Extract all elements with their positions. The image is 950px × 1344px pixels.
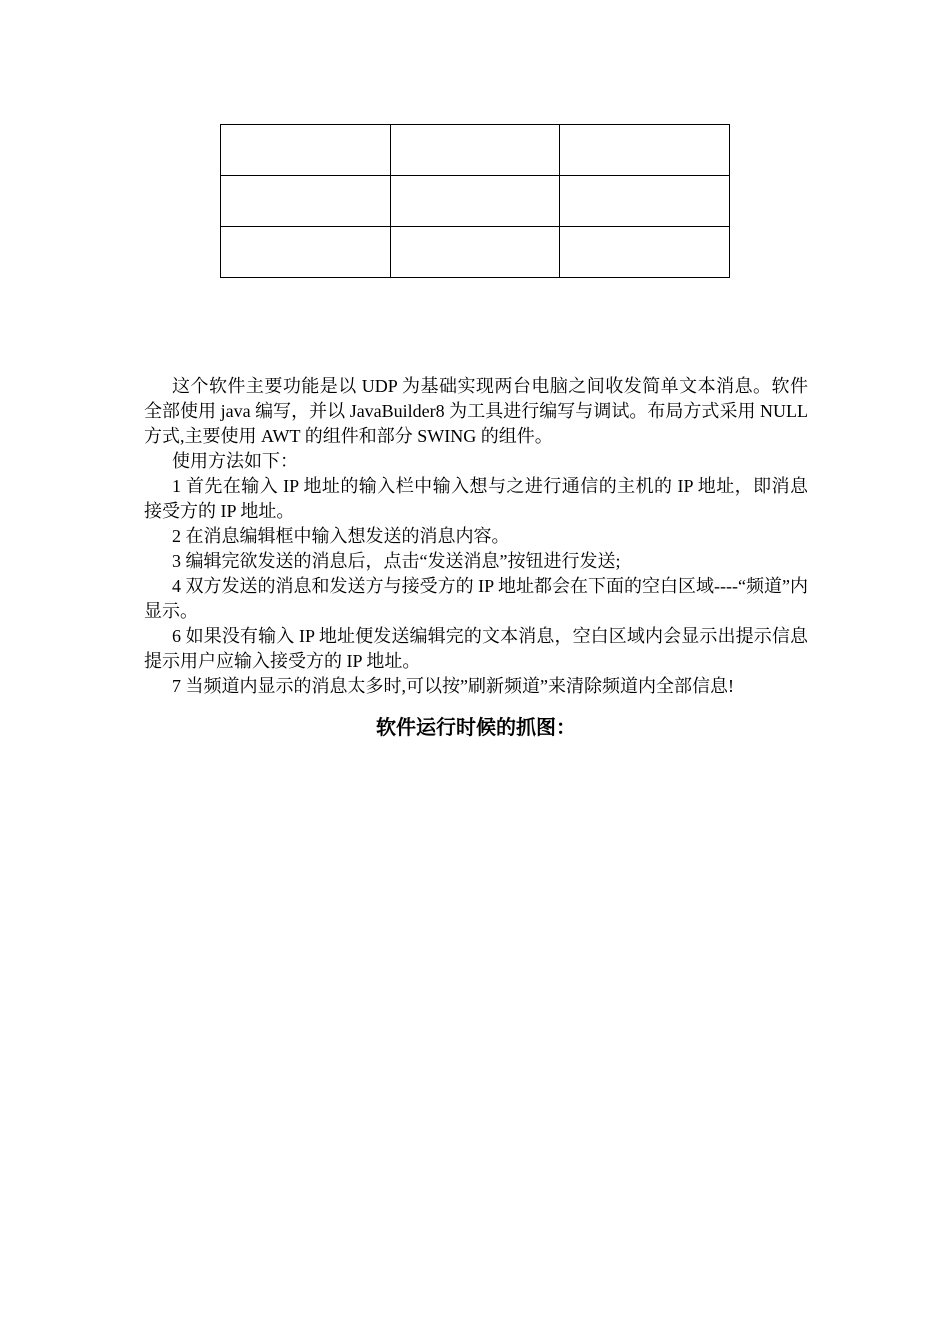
body-text <box>144 374 808 699</box>
table-row <box>221 176 730 227</box>
intro-paragraph: 这个软件主要功能是以 UDP 为基础实现两台电脑之间收发简单文本消息。软件全部使用 java 编写，并以 JavaBuilder8 为工具进行编写与调试。布局方式采用 NULL 方式,主要使用 AWT 的组件和部分 SWING 的组件。 <box>144 376 808 446</box>
usage-step-3: 3 编辑完欲发送的消息后，点击“发送消息”按钮进行发送; <box>172 551 621 571</box>
usage-step-4: 4 双方发送的消息和发送方与接受方的 IP 地址都会在下面的空白区域----“频道”内显示。 <box>144 576 808 621</box>
table-cell <box>221 227 391 278</box>
table-cell <box>390 227 560 278</box>
table-cell <box>560 227 730 278</box>
usage-step-1: 1 首先在输入 IP 地址的输入栏中输入想与之进行通信的主机的 IP 地址，即消息接受方的 IP 地址。 <box>144 476 808 521</box>
usage-step-2: 2 在消息编辑框中输入想发送的消息内容。 <box>172 526 510 546</box>
usage-step-7: 7 当频道内显示的消息太多时,可以按”刷新频道”来清除频道内全部信息! <box>172 676 734 696</box>
table-cell <box>221 125 391 176</box>
table-cell <box>390 176 560 227</box>
table-cell <box>221 176 391 227</box>
table-cell <box>560 176 730 227</box>
table-row <box>221 125 730 176</box>
empty-table <box>220 124 730 278</box>
table-cell <box>390 125 560 176</box>
table-row <box>221 227 730 278</box>
usage-step-6: 6 如果没有输入 IP 地址便发送编辑完的文本消息，空白区域内会显示出提示信息提示用户应输入接受方的 IP 地址。 <box>144 626 808 671</box>
usage-heading: 使用方法如下： <box>172 451 298 471</box>
screenshot-heading: 软件运行时候的抓图： <box>376 715 576 739</box>
table-cell <box>560 125 730 176</box>
